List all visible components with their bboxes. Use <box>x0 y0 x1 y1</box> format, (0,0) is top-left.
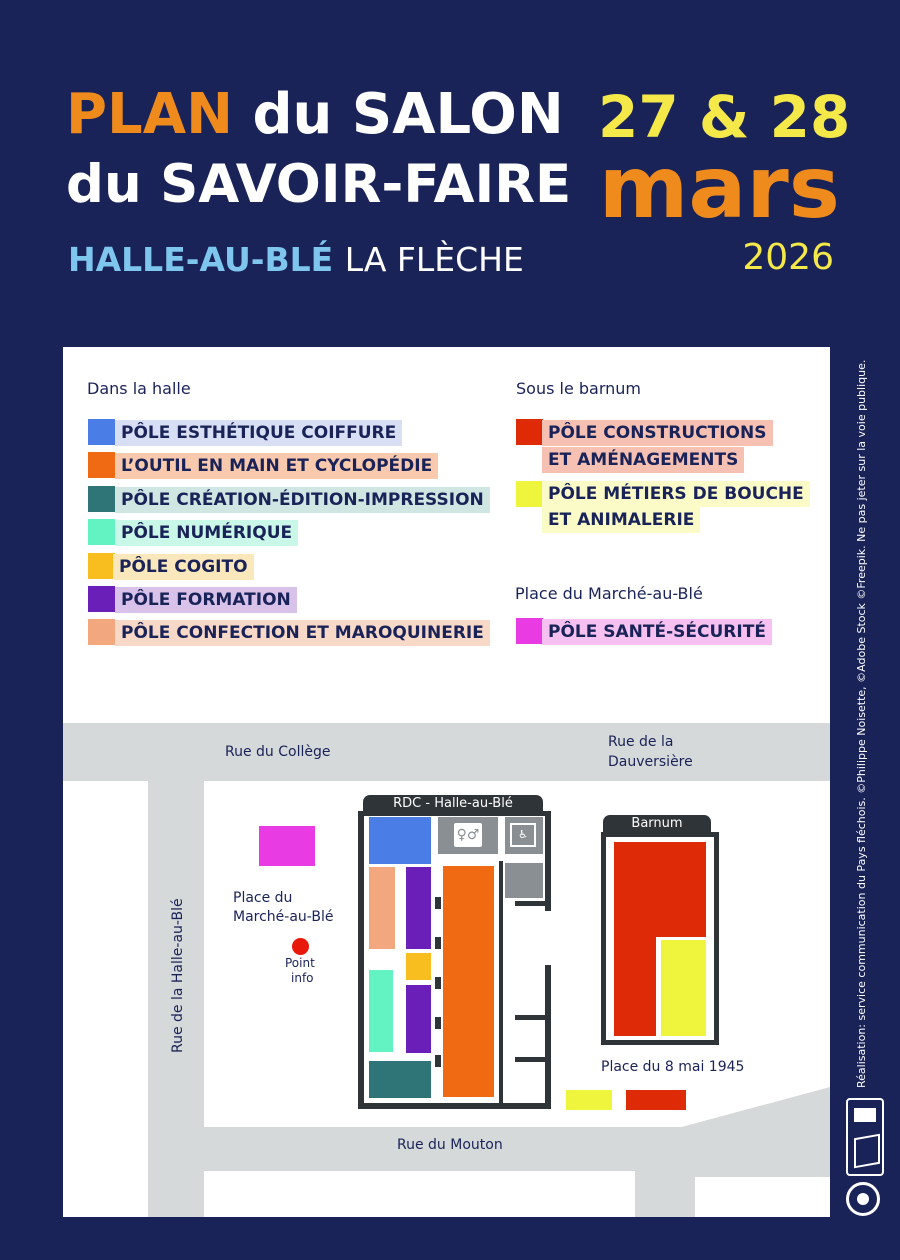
halle-pillar <box>435 937 441 949</box>
zone-numerique <box>369 970 393 1052</box>
accessible-toilets-icon: ♿ <box>510 823 536 847</box>
street-college: Rue du Collège <box>225 744 331 760</box>
legend-label: PÔLE NUMÉRIQUE <box>115 520 298 546</box>
street-halle: Rue de la Halle-au-Blé <box>170 898 186 1053</box>
legend-label-line2: ET AMÉNAGEMENTS <box>542 447 744 473</box>
zone-sante-securite <box>259 826 315 866</box>
legend-swatch <box>516 481 543 507</box>
cassette-logo-icon <box>846 1098 884 1176</box>
zone-constructions-outdoor <box>626 1090 686 1110</box>
legend-swatch <box>88 486 115 512</box>
title-plan: PLAN <box>66 82 233 147</box>
zone-outil-en-main <box>443 866 494 1097</box>
halle-pillar <box>435 1017 441 1029</box>
halle-pillar <box>435 977 441 989</box>
legend-label: PÔLE SANTÉ-SÉCURITÉ <box>542 619 772 645</box>
halle-stub <box>515 901 547 906</box>
title-line-1 <box>66 80 564 150</box>
legend-label-line2: ET ANIMALERIE <box>542 507 700 533</box>
legend-swatch <box>88 553 115 579</box>
place-8-mai-label: Place du 8 mai 1945 <box>601 1059 745 1075</box>
zone-cogito <box>406 953 431 980</box>
street-dauversiere-2: Dauversière <box>608 754 693 770</box>
halle-wall-top <box>358 811 551 816</box>
zone-constructions <box>614 842 706 937</box>
zone-esthetique-coiffure <box>369 817 431 864</box>
legend-halle-title: Dans la halle <box>87 379 191 398</box>
legend-swatch <box>88 419 115 445</box>
technical-room <box>505 863 543 898</box>
barnum-wall-right <box>714 832 719 1045</box>
legend-label: PÔLE ESTHÉTIQUE COIFFURE <box>115 420 402 446</box>
toilets-block <box>438 817 498 854</box>
zone-metiers-bouche <box>661 940 706 1036</box>
event-year: 2026 <box>742 237 834 278</box>
legend-swatch <box>88 519 115 545</box>
event-month: mars <box>598 138 840 238</box>
credit-text: Réalisation: service communication du Pays fléchois. ©Philippe Noisette, ©Adobe Stock ©Freepik. Ne pas jeter sur la voie publique. <box>855 359 868 1088</box>
street-mouton: Rue du Mouton <box>397 1137 503 1153</box>
halle-divider <box>499 861 503 1106</box>
pays-flechois-logo-icon <box>846 1182 880 1216</box>
street-dauversiere-1: Rue de la <box>608 734 674 750</box>
legend-label: PÔLE CONFECTION ET MAROQUINERIE <box>115 620 490 646</box>
point-info-label-1: Point <box>285 956 315 970</box>
event-days: 27 & 28 <box>598 83 851 151</box>
barnum-tag: Barnum <box>603 815 711 833</box>
barnum-wall-left <box>601 832 606 1045</box>
legend-label-line1: PÔLE MÉTIERS DE BOUCHE <box>542 481 810 507</box>
halle-stub <box>515 1057 547 1062</box>
legend-swatch <box>88 586 115 612</box>
title-du-salon: du SALON <box>252 82 564 147</box>
halle-pillar <box>435 1055 441 1067</box>
legend-label: PÔLE CRÉATION-ÉDITION-IMPRESSION <box>115 487 490 513</box>
halle-wall-right-top <box>545 811 551 911</box>
venue-line <box>68 238 524 282</box>
halle-tag: RDC - Halle-au-Blé <box>363 795 543 813</box>
barnum-wall-top <box>601 832 719 837</box>
barnum-wall-bottom <box>601 1040 719 1045</box>
legend-swatch <box>88 619 115 645</box>
halle-pillar <box>435 897 441 909</box>
legend-barnum-title: Sous le barnum <box>516 379 642 398</box>
halle-wall-right-bottom <box>545 965 551 1109</box>
place-marche-label-1: Place du <box>233 890 293 906</box>
road-corner <box>663 1087 830 1177</box>
toilets-icon: ♀♂ <box>454 823 482 847</box>
legend-swatch <box>88 452 115 478</box>
zone-bouche-outdoor <box>566 1090 612 1110</box>
halle-wall-bottom <box>358 1103 551 1109</box>
city-name: LA FLÈCHE <box>344 240 524 279</box>
legend-swatch <box>516 618 543 644</box>
map-panel <box>63 347 830 1217</box>
halle-stub <box>515 1015 547 1020</box>
legend-place-title: Place du Marché-au-Blé <box>515 584 703 603</box>
zone-constructions-lower <box>614 937 656 1036</box>
zone-formation-2 <box>406 985 431 1053</box>
point-info-marker <box>292 938 309 955</box>
zone-creation-edition <box>369 1061 431 1098</box>
legend-label-line1: PÔLE CONSTRUCTIONS <box>542 420 773 446</box>
title-line-2: du SAVOIR-FAIRE <box>66 154 572 215</box>
zone-formation-1 <box>406 867 431 949</box>
legend-label: L’OUTIL EN MAIN ET CYCLOPÉDIE <box>115 453 438 479</box>
zone-confection <box>369 867 395 949</box>
legend-label: PÔLE COGITO <box>113 554 254 580</box>
road-college <box>63 723 830 781</box>
accessible-toilets-block <box>505 817 543 854</box>
place-marche-label-2: Marché-au-Blé <box>233 909 334 925</box>
point-info-label-2: info <box>291 971 314 985</box>
venue-name: HALLE-AU-BLÉ <box>68 240 334 279</box>
halle-wall-left <box>358 811 364 1109</box>
legend-swatch <box>516 419 543 445</box>
legend-label: PÔLE FORMATION <box>115 587 297 613</box>
